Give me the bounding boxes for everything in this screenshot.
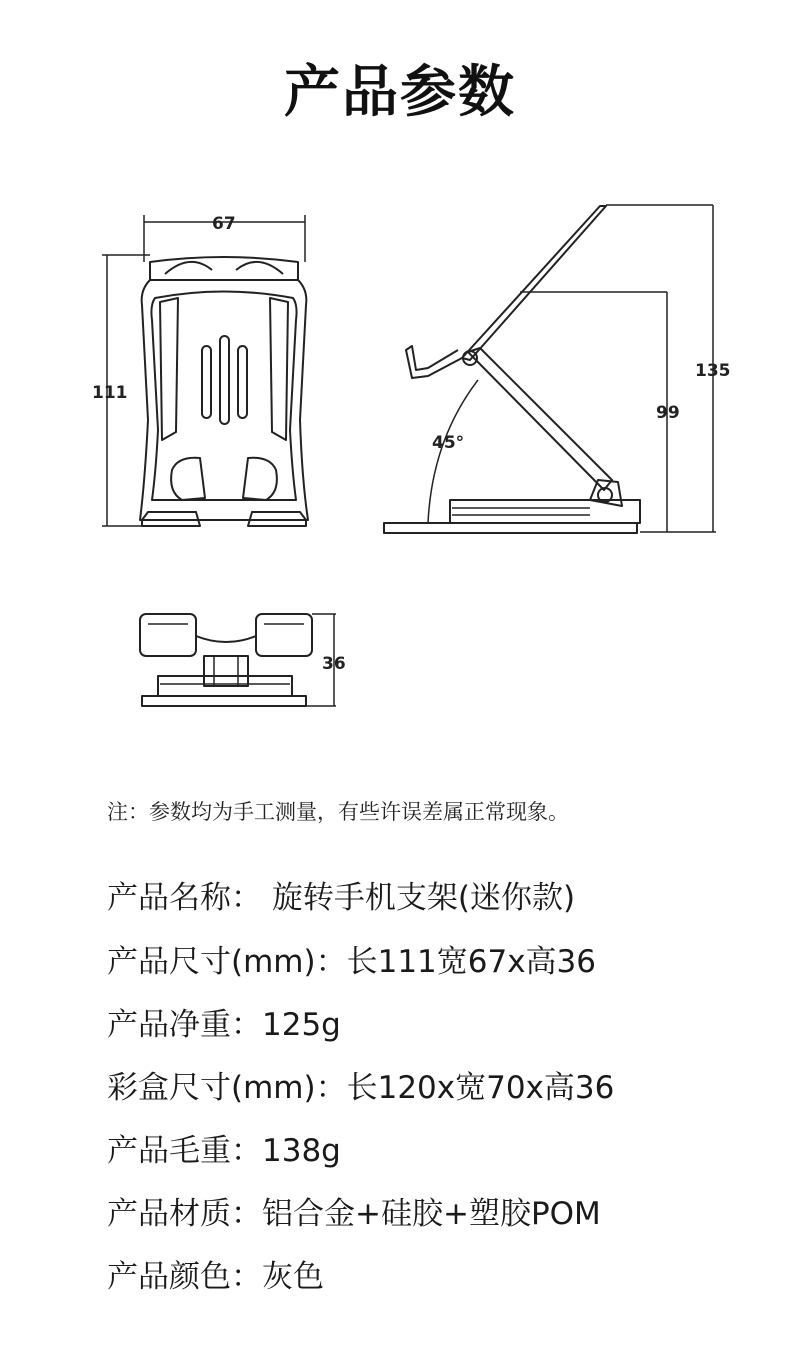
spec-value: 138g [262, 1133, 341, 1169]
spec-row-net-weight [107, 999, 341, 1044]
measurement-note: 注：参数均为手工测量，有些许误差属正常现象。 [107, 800, 569, 824]
spec-value: 灰色 [262, 1259, 324, 1295]
side-view [384, 205, 716, 533]
spec-value: 旋转手机支架(迷你款) [262, 880, 576, 916]
spec-value: 125g [262, 1007, 341, 1043]
spec-label: 产品尺寸(mm)： [107, 944, 347, 980]
front-view [102, 215, 308, 526]
spec-label: 产品材质： [107, 1196, 262, 1232]
spec-row-name [107, 872, 575, 917]
spec-label: 产品名称： [107, 880, 262, 916]
spec-label: 产品颜色： [107, 1259, 262, 1295]
dim-height-mid-label: 99 [656, 403, 680, 423]
page-title: 产品参数 [284, 60, 516, 125]
spec-label: 产品毛重： [107, 1133, 262, 1169]
dim-thickness-label: 36 [322, 654, 346, 674]
dim-angle-label: 45° [432, 433, 465, 453]
spec-label: 彩盒尺寸(mm)： [107, 1070, 347, 1106]
spec-row-color [107, 1251, 324, 1296]
dim-width-label: 67 [212, 214, 236, 234]
spec-row-material [107, 1188, 601, 1233]
spec-value: 铝合金+硅胶+塑胶POM [262, 1196, 601, 1232]
spec-row-gross-weight [107, 1125, 341, 1170]
spec-value: 长120x宽70x高36 [346, 1070, 615, 1106]
spec-value: 长111宽67x高36 [346, 944, 597, 980]
dim-length-label: 111 [92, 383, 128, 403]
spec-row-size [107, 936, 596, 981]
dim-height-max-label: 135 [695, 361, 731, 381]
folded-view [140, 614, 336, 706]
spec-row-box-size [107, 1062, 614, 1107]
spec-label: 产品净重： [107, 1007, 262, 1043]
